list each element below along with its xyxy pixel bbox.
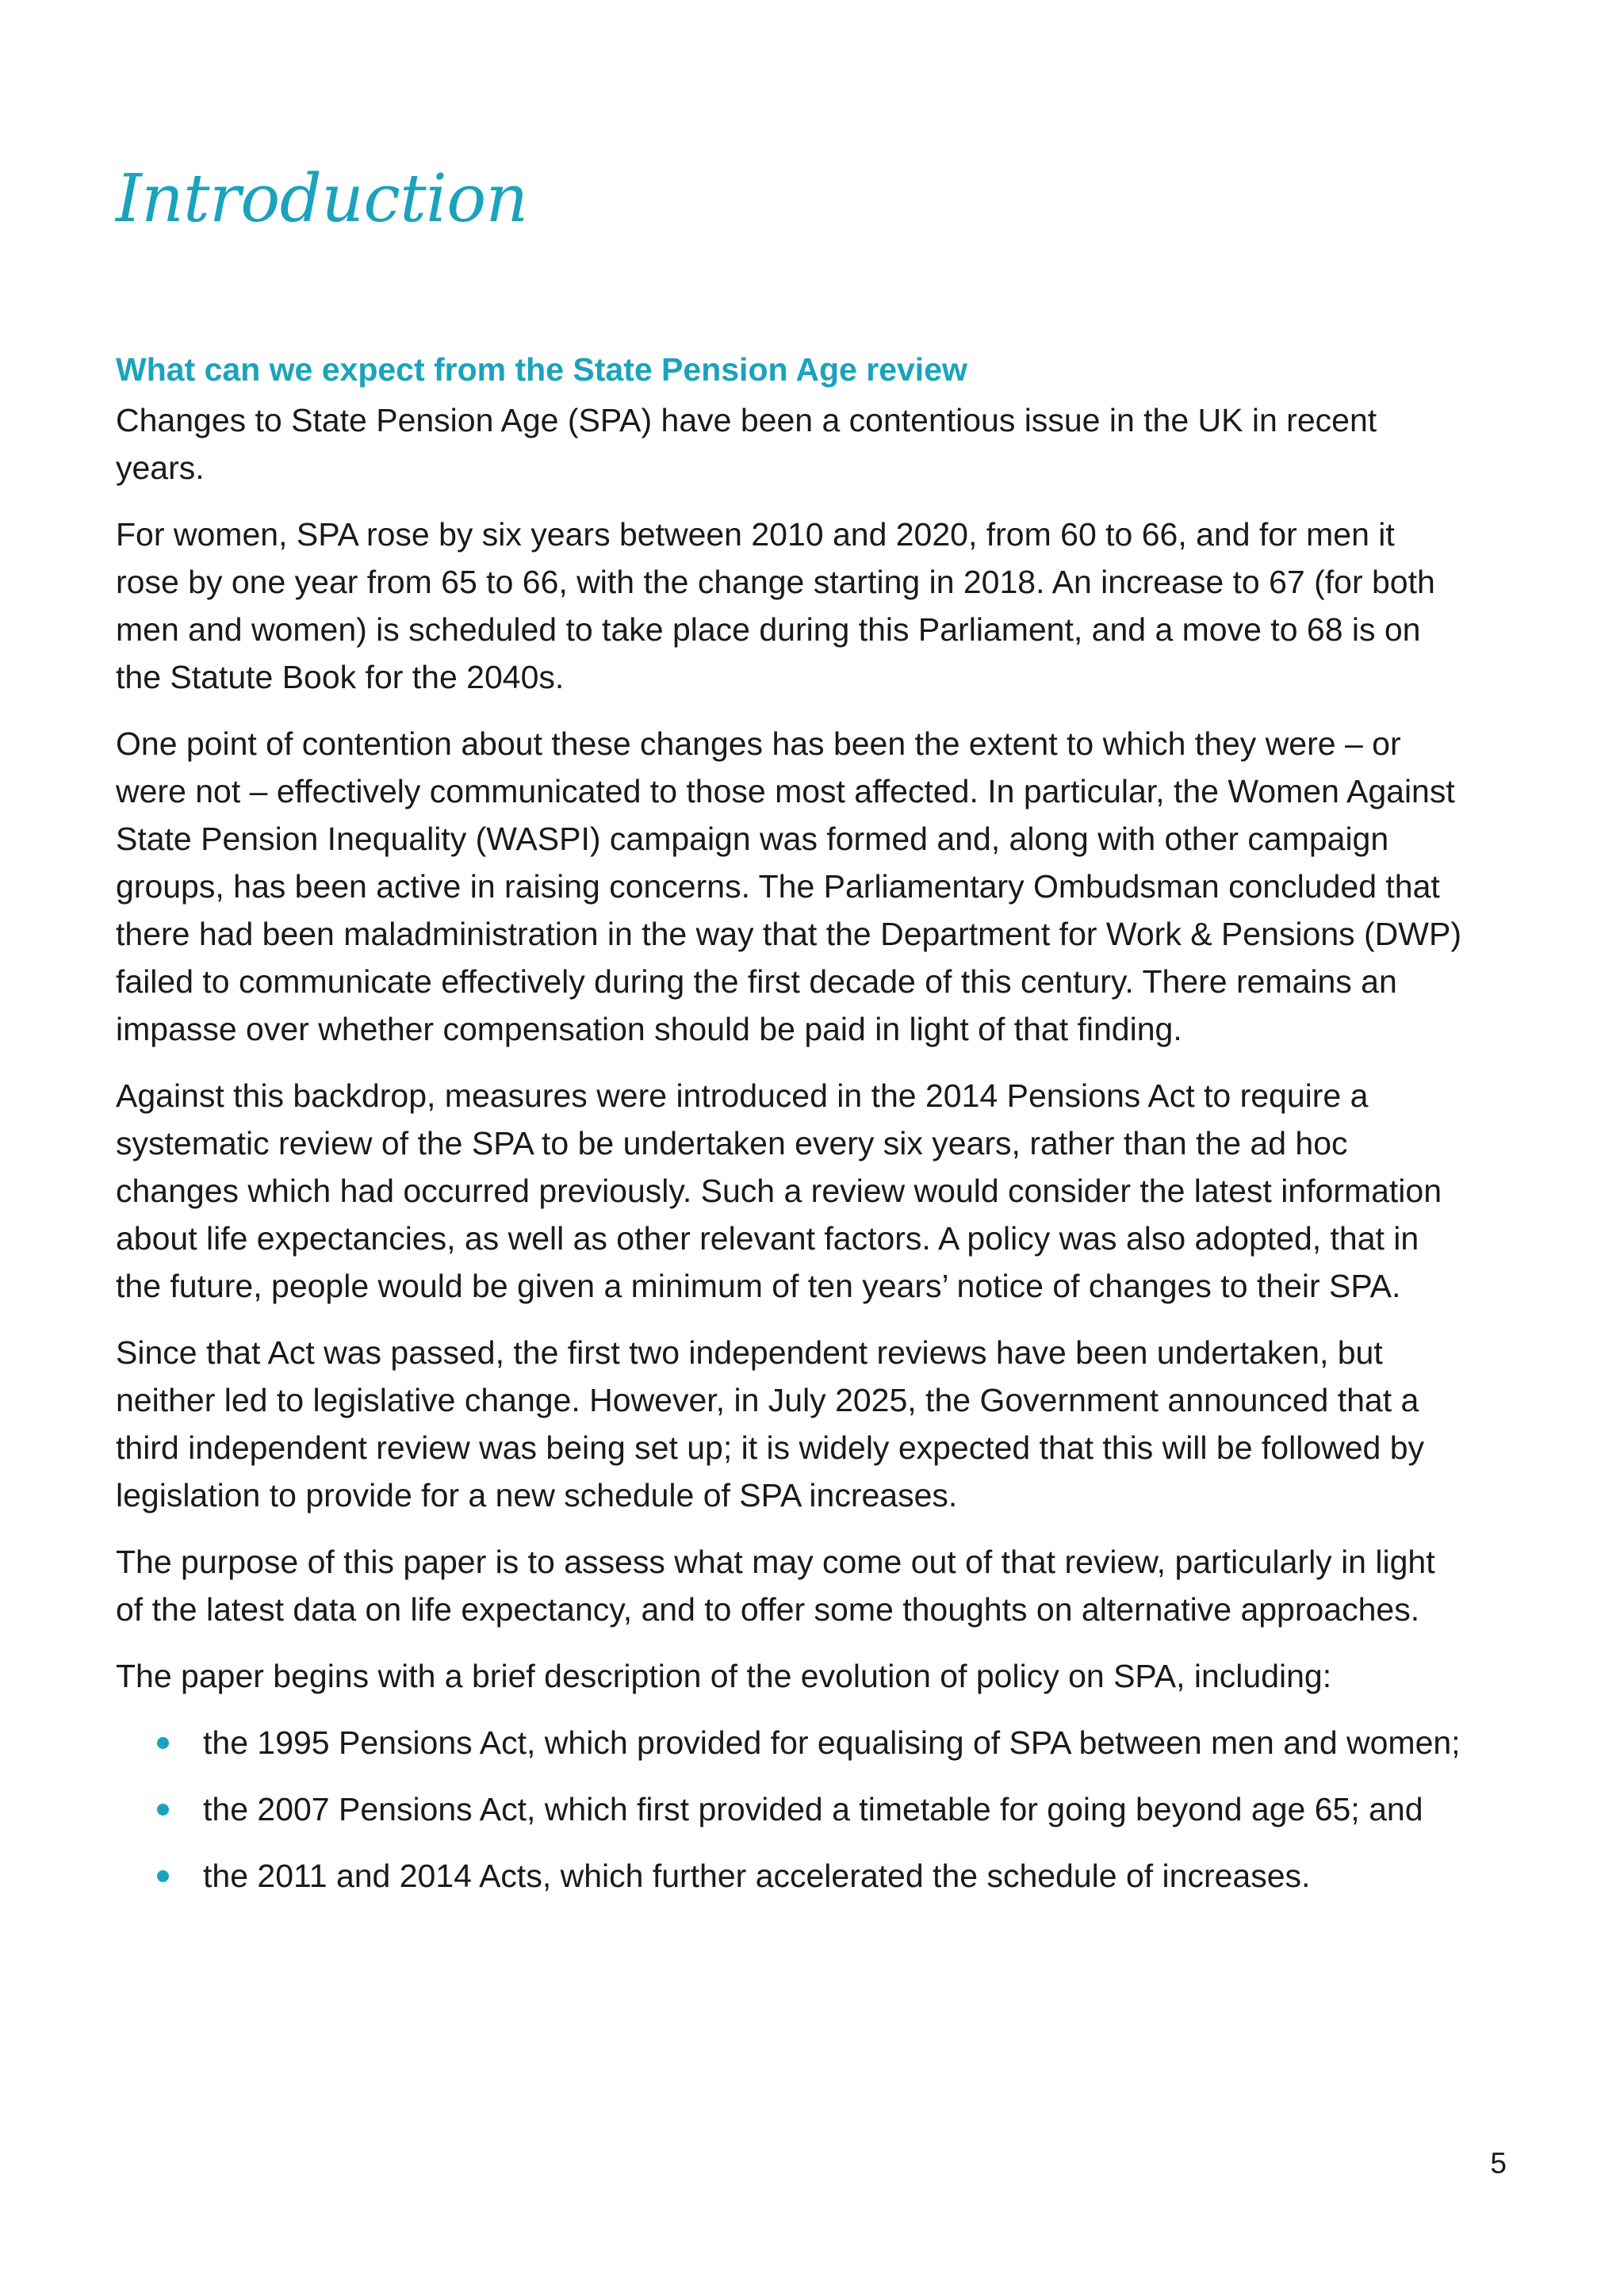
page-content [116,346,1464,1919]
bullet-text: the 1995 Pensions Act, which provided for equalising of SPA between men and women; [203,1724,1461,1761]
bullet-dot-icon [157,1804,169,1816]
paragraph-4: Against this backdrop, measures were introduced in the 2014 Pensions Act to require a systematic review of the SPA to be undertaken every six years, rather than the ad hoc changes which had occurred previously. Such a review would consider the latest information about life expectancies, as well as other relevant factors. A policy was also adopted, that in the future, people would be given a minimum of ten years’ notice of changes to their SPA. [116,1077,1442,1304]
bullet-item [116,1719,1464,1766]
bullet-text: the 2011 and 2014 Acts, which further accelerated the schedule of increases. [203,1858,1311,1894]
bullet-dot-icon [157,1870,169,1882]
paragraph-3: One point of contention about these changes has been the extent to which they were – or were not – effectively communicated to those most affected. In particular, the Women Against State Pension Inequality (WASPI) campaign was formed and, along with other campaign groups, has been active in raising concerns. The Parliamentary Ombudsman concluded that there had been maladministration in the way that the Department for Work & Pensions (DWP) failed to communicate effectively during the first decade of this century. There remains an impasse over whether compensation should be paid in light of that finding. [116,725,1461,1047]
bullet-item [116,1852,1464,1900]
bullet-item [116,1785,1464,1833]
section-heading: What can we expect from the State Pension Age review [116,351,967,388]
bullet-list [116,1719,1464,1900]
page-title: Introduction [116,160,528,237]
paragraph-6: The purpose of this paper is to assess what may come out of that review, particularly in light of the latest data on life expectancy, and to offer some thoughts on alternative approaches. [116,1544,1435,1628]
paragraph-5: Since that Act was passed, the first two independent reviews have been undertaken, but neither led to legislative change. However, in July 2025, the Government announced that a third independent review was being set up; it is widely expected that this will be followed by legislation to provide for a new schedule of SPA increases. [116,1334,1425,1513]
bullet-text: the 2007 Pensions Act, which first provided a timetable for going beyond age 65; and [203,1791,1423,1827]
paragraph-1: Changes to State Pension Age (SPA) have been a contentious issue in the UK in recent years. [116,402,1377,486]
page-number: 5 [1490,2147,1507,2179]
paragraph-2: For women, SPA rose by six years between 2010 and 2020, from 60 to 66, and for men it rose by one year from 65 to 66, with the change starting in 2018. An increase to 67 (for both men and women) is scheduled to take place during this Parliament, and a move to 68 is on the Statute Book for the 2040s. [116,516,1435,695]
paragraph-7: The paper begins with a brief description of the evolution of policy on SPA, including: [116,1658,1332,1694]
bullet-dot-icon [157,1737,169,1749]
